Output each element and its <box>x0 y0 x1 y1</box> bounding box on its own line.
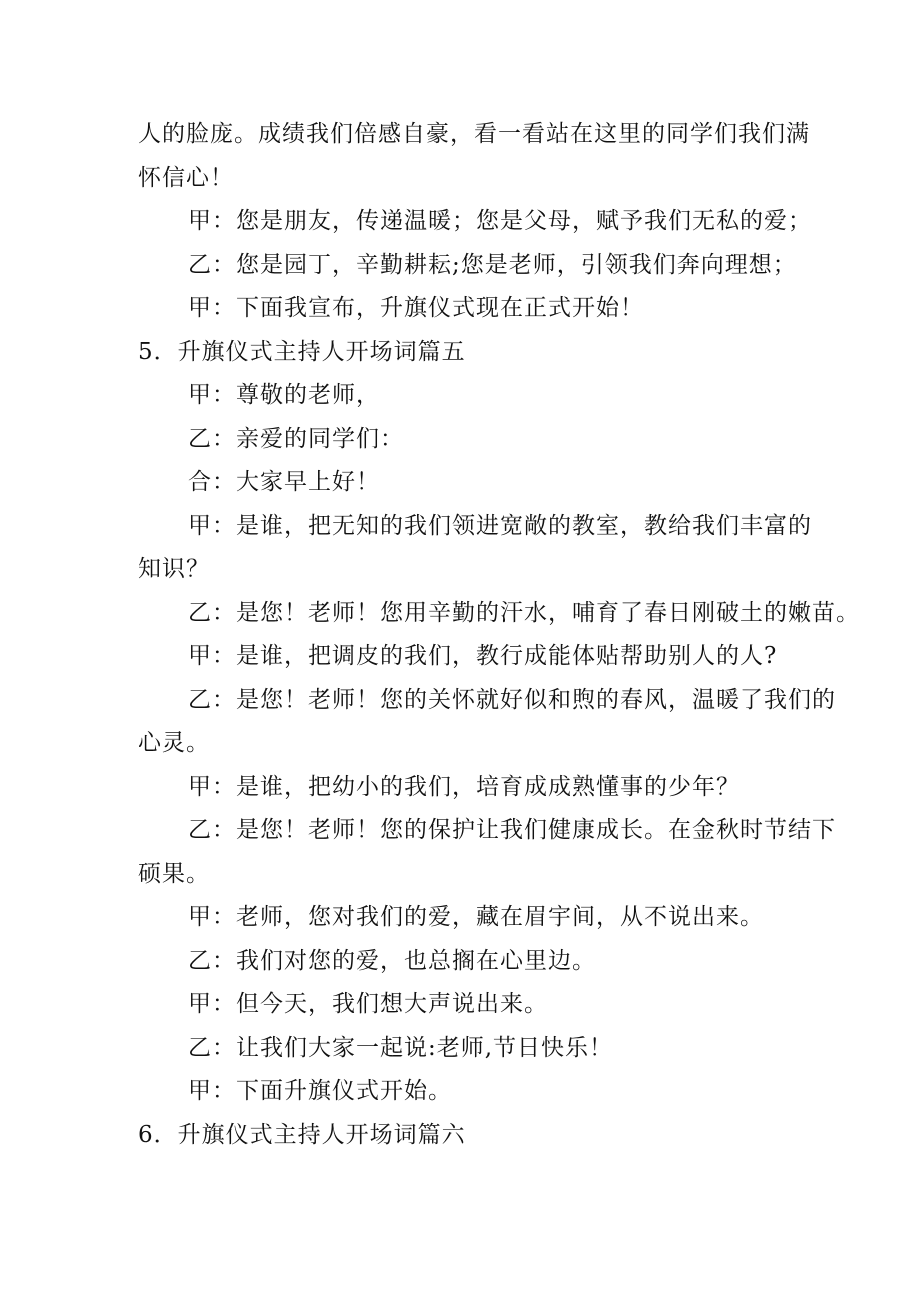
section-heading: 6．升旗仪式主持人开场词篇六 <box>138 1121 466 1148</box>
text-line: 甲：老师，您对我们的爱，藏在眉宇间，从不说出来。 <box>188 904 764 930</box>
text-line: 乙：是您！老师！您用辛勤的汗水，哺育了春日刚破土的嫩苗。 <box>188 599 860 626</box>
text-line: 甲：下面我宣布，升旗仪式现在正式开始！ <box>188 295 644 321</box>
text-line: 乙：是您！老师！您的关怀就好似和煦的春风，温暖了我们的 <box>188 686 836 713</box>
text-line: 怀信心！ <box>138 164 234 191</box>
text-line: 甲：下面升旗仪式开始。 <box>188 1078 452 1104</box>
text-line: 甲：但今天，我们想大声说出来。 <box>188 991 548 1017</box>
text-line: 乙：亲爱的同学们： <box>188 425 404 452</box>
section-heading: 5．升旗仪式主持人开场词篇五 <box>138 338 466 365</box>
text-line: 乙：是您！老师！您的保护让我们健康成长。在金秋时节结下 <box>188 817 836 843</box>
text-line: 甲：是谁，把幼小的我们，培育成成熟懂事的少年？ <box>188 773 740 800</box>
text-line: 乙：我们对您的爱，也总搁在心里边。 <box>188 947 596 974</box>
document-page <box>138 113 860 1157</box>
text-line: 心灵。 <box>138 730 210 756</box>
text-line: 人的脸庞。成绩我们倍感自豪，看一看站在这里的同学们我们满 <box>138 121 810 147</box>
text-line: 乙：您是园丁，辛勤耕耘;您是老师，引领我们奔向理想； <box>188 251 797 278</box>
text-line: 甲：您是朋友，传递温暖；您是父母，赋予我们无私的爱； <box>188 208 812 234</box>
text-line: 甲：尊敬的老师， <box>188 382 380 408</box>
text-line: 甲：是谁，把调皮的我们，教行成能体贴帮助别人的人? <box>188 643 778 669</box>
text-line: 乙：让我们大家一起说:老师,节日快乐！ <box>188 1034 614 1061</box>
text-line: 合：大家早上好！ <box>188 469 380 495</box>
text-line: 硕果。 <box>138 860 210 887</box>
text-line: 甲：是谁，把无知的我们领进宽敞的教室，教给我们丰富的 <box>188 512 812 539</box>
text-line: 知识？ <box>138 556 210 582</box>
